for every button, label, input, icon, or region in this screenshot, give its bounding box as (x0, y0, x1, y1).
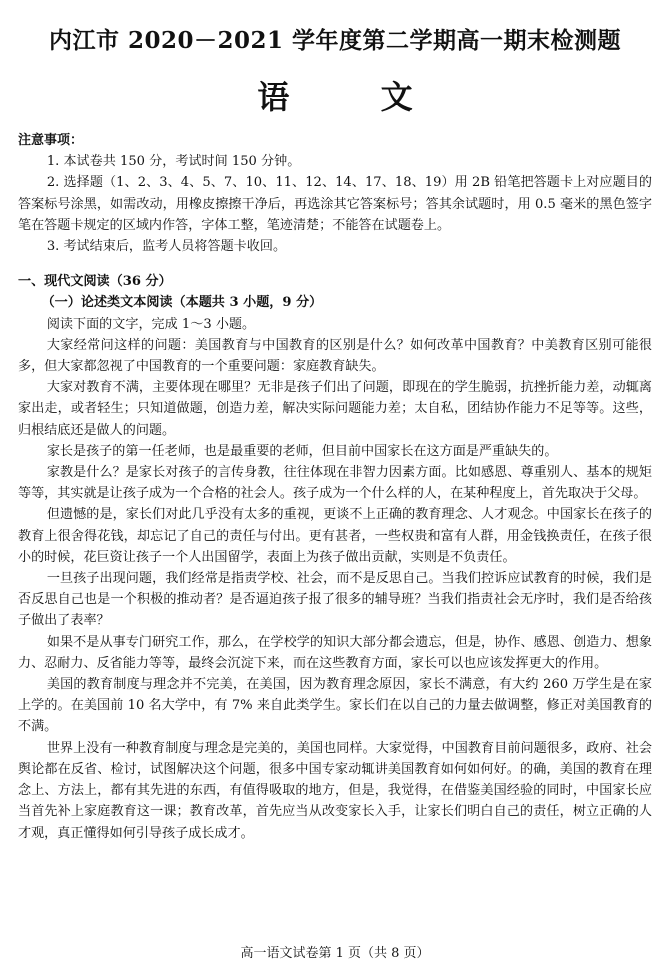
notice-item-1: 1. 本试卷共 150 分，考试时间 150 分钟。 (46, 154, 301, 170)
passage-paragraph-8: 美国的教育制度与理念并不完美，在美国，因为教育理念原因，家长不满意，有大约 260 万学生是在家上学的。在美国前 10 名大学中，有 7% 来自此类学生。家长们在以自己的力量去做调整，修正对美国教育的不满。 (18, 677, 652, 735)
notice-item-3: 3. 考试结束后，监考人员将答题卡收回。 (46, 239, 287, 255)
reading-instruction: 阅读下面的文字，完成 1～3 小题。 (46, 316, 256, 332)
subsection-heading: （一）论述类文本阅读（本题共 3 小题，9 分） (41, 295, 323, 311)
passage-paragraph-1: 大家经常问这样的问题：美国教育与中国教育的区别是什么？如何改革中国教育？中美教育区别可能很多，但大家都忽视了中国教育的一个重要问题：家庭教育缺失。 (18, 337, 652, 375)
section-heading: 一、现代文阅读（36 分） (18, 274, 172, 290)
passage-paragraph-6: 一旦孩子出现问题，我们经常是指责学校、社会，而不是反思自己。当我们控诉应试教育的时候，我们是否反思自己也是一个积极的推动者？是否逼迫孩子报了很多的辅导班？当我们指责社会无序时，我们是否给孩子做出了表率？ (18, 571, 652, 629)
passage-paragraph-4: 家教是什么？是家长对孩子的言传身教，往往体现在非智力因素方面。比如感恩、尊重别人、基本的规矩等等，其实就是让孩子成为一个合格的社会人。孩子成为一个什么样的人，在某种程度上，首先取决于父母。 (18, 465, 652, 502)
passage-paragraph-9: 世界上没有一种教育制度与理念是完美的，美国也同样。大家觉得，中国教育目前问题很多，政府、社会舆论都在反省、检讨，试图解决这个问题，很多中国专家动辄讲美国教育如何如何好。的确，美国的教育在理念上、方法上，都有其先进的东西，有值得吸取的地方，但是，我觉得，在借鉴美国经验的同时，中国家长应当首先补上家庭教育这一课；教育改革，首先应当从改变家长入手，让家长们明白自己的责任，树立正确的人才观，真正懂得如何引导孩子成长成才。 (18, 740, 652, 841)
passage-paragraph-7: 如果不是从事专门研究工作，那么，在学校学的知识大部分都会遗忘，但是，协作、感恩、创造力、想象力、忍耐力、反省能力等等，最终会沉淀下来，而在这些教育方面，家长可以也应该发挥更大的作用。 (18, 634, 652, 671)
subject-title: 语 文 (257, 78, 453, 116)
page-footer: 高一语文试卷第 1 页（共 8 页） (240, 946, 430, 961)
exam-title: 内江市 2020－2021 学年度第二学期高一期末检测题 (48, 27, 622, 54)
passage-paragraph-2: 大家对教育不满，主要体现在哪里？无非是孩子们出了问题，即现在的学生脆弱，抗挫折能力差，动辄离家出走，或者轻生；只知道做题，创造力差，解决实际问题能力差；太自私，团结协作能力不足等等。这些，归根结底还是做人的问题。 (18, 380, 652, 438)
passage-paragraph-5: 但遗憾的是，家长们对此几乎没有太多的重视，更谈不上正确的教育理念、人才观念。中国家长在孩子的教育上很舍得花钱，却忘记了自己的责任与付出。更有甚者，一些权贵和富有人群，用金钱换责任，在孩子很小的时候，花巨资让孩子一个人出国留学，表面上为孩子做出贡献，实则是不负责任。 (18, 507, 652, 565)
passage-paragraph-3: 家长是孩子的第一任老师，也是最重要的老师，但目前中国家长在这方面是严重缺失的。 (46, 443, 558, 459)
notice-heading: 注意事项： (18, 133, 84, 148)
notice-item-2: 2. 选择题（1、2、3、4、5、7、10、11、12、14、17、18、19）用 2B 铅笔把答题卡上对应题目的答案标号涂黑，如需改动，用橡皮擦擦干净后，再选涂其它答案标号；答其余试题时，用 0.5 毫米的黑色签字笔在答题卡规定的区域内作答，字体工整，笔迹清楚；不能答在试题卷上。 (18, 175, 652, 233)
exam-body (18, 130, 652, 844)
